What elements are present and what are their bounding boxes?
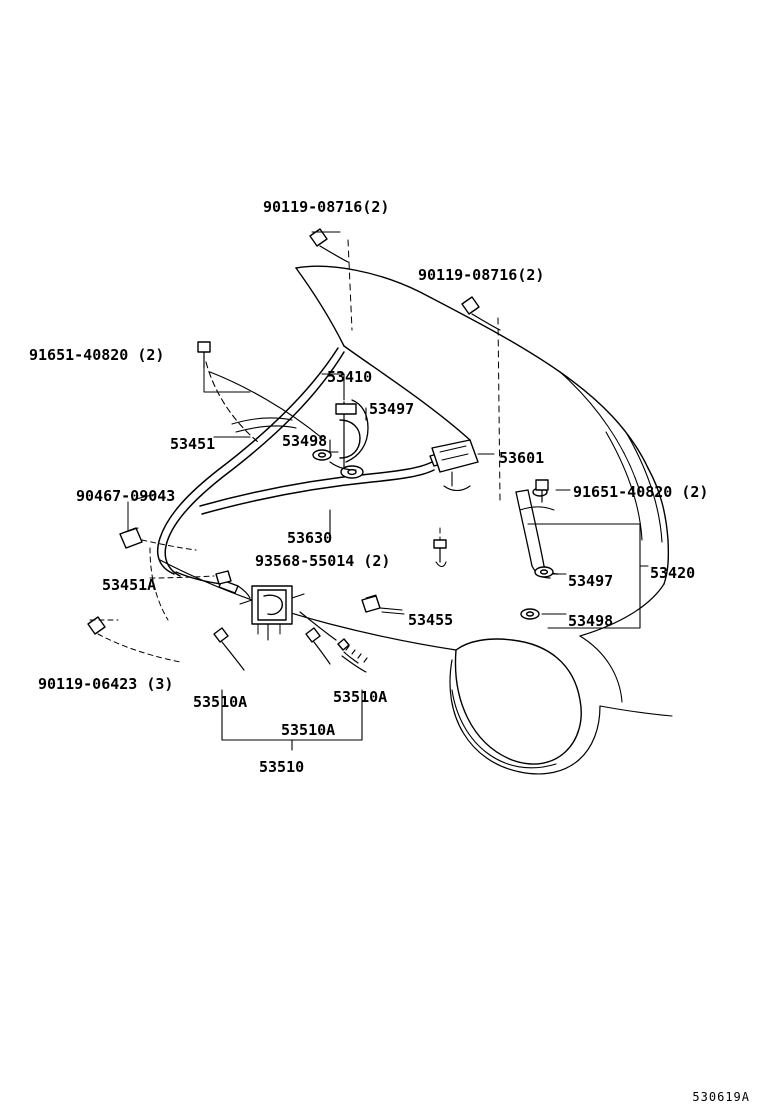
part-label: 93568-55014 (2) [255,552,391,570]
part-label: 53510 [259,758,305,776]
part-label: 53630 [287,529,333,547]
part-label: 91651-40820 (2) [29,346,165,364]
part-label: 53497 [568,572,614,590]
part-label: 53498 [282,432,328,450]
part-label: 90119-08716(2) [263,198,390,216]
part-label: 90467-09043 [76,487,176,505]
part-label: 90119-06423 (3) [38,675,174,693]
part-label: 53601 [499,449,545,467]
part-label: 53410 [327,368,373,386]
part-label: 53510A [281,721,336,739]
part-label: 53510A [193,693,248,711]
part-label: 53451 [170,435,216,453]
part-label: 91651-40820 (2) [573,483,709,501]
figure-code: 530619A [692,1090,750,1104]
part-label: 53455 [408,611,454,629]
part-label: 53451A [102,576,157,594]
part-label: 53510A [333,688,388,706]
part-label: 53498 [568,612,614,630]
part-label: 53497 [369,400,415,418]
part-label: 90119-08716(2) [418,266,545,284]
part-label: 53420 [650,564,696,582]
